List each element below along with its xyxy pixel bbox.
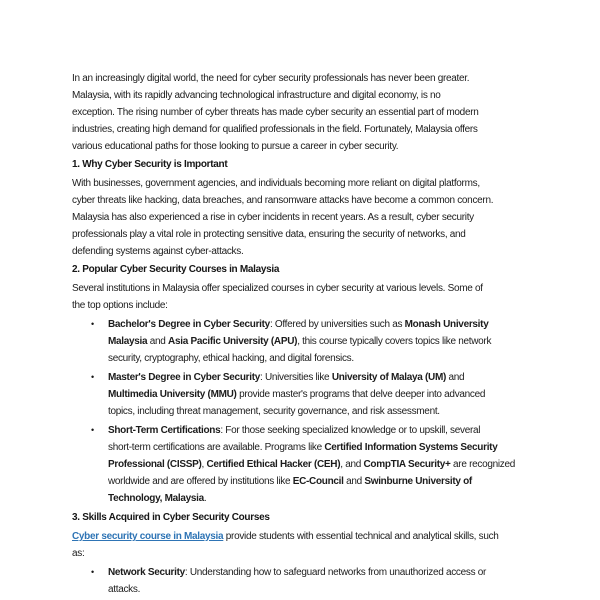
text-line	[72, 121, 550, 138]
text-line	[72, 528, 550, 545]
text-line	[72, 87, 550, 104]
bold-text-run: Certified Ethical Hacker (CEH)	[206, 459, 341, 470]
text-run: worldwide and are offered by institutions like	[108, 476, 293, 487]
text-run: various educational paths for those looking to pursue a career in cyber security.	[72, 141, 399, 152]
text-run: are recognized	[450, 459, 515, 470]
text-line	[72, 192, 550, 209]
text-run: Malaysia, with its rapidly advancing technological infrastructure and digital economy, is no	[72, 90, 441, 101]
text-run: professionals play a vital role in protecting sensitive data, ensuring the security of networks, and	[72, 229, 466, 240]
text-line	[72, 261, 550, 278]
text-run: : For those seeking specialized knowledge or to upskill, several	[220, 425, 481, 436]
text-run: cyber threats like hacking, data breaches, and ransomware attacks have become a common concern.	[72, 195, 494, 206]
bold-text-run: Network Security	[108, 567, 185, 578]
text-run: short-term certifications are available. Programs like	[108, 442, 325, 453]
text-line	[72, 297, 550, 314]
text-run: and	[446, 372, 465, 383]
bold-text-run: Certified Information Systems Security	[324, 442, 498, 453]
text-line	[108, 333, 550, 350]
text-line	[108, 316, 550, 333]
text-run: provide master's programs that delve deeper into advanced	[236, 389, 486, 400]
paragraph	[72, 175, 550, 260]
text-run: In an increasingly digital world, the need for cyber security professionals has never been greater.	[72, 73, 470, 84]
text-run: topics, including threat management, security governance, and risk assessment.	[108, 406, 440, 417]
text-line	[72, 509, 550, 526]
bold-text-run: EC-Council	[292, 476, 344, 487]
text-line	[72, 243, 550, 260]
text-line	[72, 175, 550, 192]
bold-text-run: CompTIA Security+	[363, 459, 451, 470]
text-line	[108, 350, 550, 367]
text-line	[72, 138, 550, 155]
text-run: and	[343, 476, 365, 487]
text-line	[72, 280, 550, 297]
text-line	[72, 104, 550, 121]
text-run: , this course typically covers topics like network	[297, 336, 492, 347]
bold-text-run: Asia Pacific University (APU)	[168, 336, 298, 347]
text-line	[108, 456, 550, 473]
bold-text-run: Professional (CISSP)	[108, 459, 202, 470]
text-line	[72, 156, 550, 173]
text-run: ,	[201, 459, 207, 470]
text-run: Several institutions in Malaysia offer specialized courses in cyber security at various levels. Some of	[72, 283, 483, 294]
paragraph	[72, 280, 550, 314]
bullet-item	[72, 422, 550, 507]
text-line	[72, 209, 550, 226]
text-run: security, cryptography, ethical hacking, and digital forensics.	[108, 353, 354, 364]
text-run: .	[203, 493, 207, 504]
section-heading	[72, 156, 550, 173]
section-heading	[72, 509, 550, 526]
bullet-item	[72, 369, 550, 420]
bullet-marker-icon: •	[91, 319, 94, 329]
text-line	[108, 422, 550, 439]
text-line	[108, 369, 550, 386]
bold-text-run: Short-Term Certifications	[108, 425, 221, 436]
text-run: industries, creating high demand for qualified professionals in the field. Fortunately, Malaysia offers	[72, 124, 478, 135]
text-line	[72, 545, 550, 562]
text-run: and	[147, 336, 169, 347]
text-run: the top options include:	[72, 300, 168, 311]
bullet-marker-icon: •	[91, 372, 94, 382]
text-line	[108, 386, 550, 403]
text-run: provide students with essential technical and analytical skills, such	[223, 531, 499, 542]
text-run: With businesses, government agencies, and individuals becoming more reliant on digital platforms,	[72, 178, 480, 189]
text-line	[108, 403, 550, 420]
text-line	[108, 581, 550, 598]
text-run: as:	[72, 548, 85, 559]
text-run: defending systems against cyber-attacks.	[72, 246, 244, 257]
bullet-marker-icon: •	[91, 425, 94, 435]
bullet-item	[72, 316, 550, 367]
text-run: , and	[340, 459, 364, 470]
bold-text-run: Malaysia	[108, 336, 148, 347]
cyber-security-course-link[interactable]: Cyber security course in Malaysia	[72, 531, 224, 542]
bold-text-run: 1. Why Cyber Security is Important	[72, 159, 228, 170]
bold-text-run: Technology, Malaysia	[108, 493, 204, 504]
bold-text-run: Monash University	[404, 319, 489, 330]
text-line	[72, 226, 550, 243]
bullet-item	[72, 564, 550, 598]
text-line	[108, 490, 550, 507]
bold-text-run: Multimedia University (MMU)	[108, 389, 237, 400]
text-run: : Universities like	[260, 372, 332, 383]
paragraph	[72, 70, 550, 155]
text-run: exception. The rising number of cyber threats has made cyber security an essential part of modern	[72, 107, 479, 118]
paragraph	[72, 528, 550, 562]
text-line	[108, 473, 550, 490]
bold-text-run: University of Malaya (UM)	[331, 372, 447, 383]
text-run: attacks.	[108, 584, 141, 595]
text-run: : Offered by universities such as	[269, 319, 405, 330]
bold-text-run: 3. Skills Acquired in Cyber Security Courses	[72, 512, 270, 523]
bold-text-run: 2. Popular Cyber Security Courses in Malaysia	[72, 264, 280, 275]
section-heading	[72, 261, 550, 278]
bullet-marker-icon: •	[91, 567, 94, 577]
bold-text-run: Bachelor's Degree in Cyber Security	[108, 319, 270, 330]
text-run: : Understanding how to safeguard networks from unauthorized access or	[184, 567, 487, 578]
text-line	[108, 439, 550, 456]
text-line	[72, 70, 550, 87]
text-line	[108, 564, 550, 581]
bold-text-run: Swinburne University of	[364, 476, 472, 487]
text-run: Malaysia has also experienced a rise in cyber incidents in recent years. As a result, cyber security	[72, 212, 474, 223]
bold-text-run: Master's Degree in Cyber Security	[108, 372, 260, 383]
